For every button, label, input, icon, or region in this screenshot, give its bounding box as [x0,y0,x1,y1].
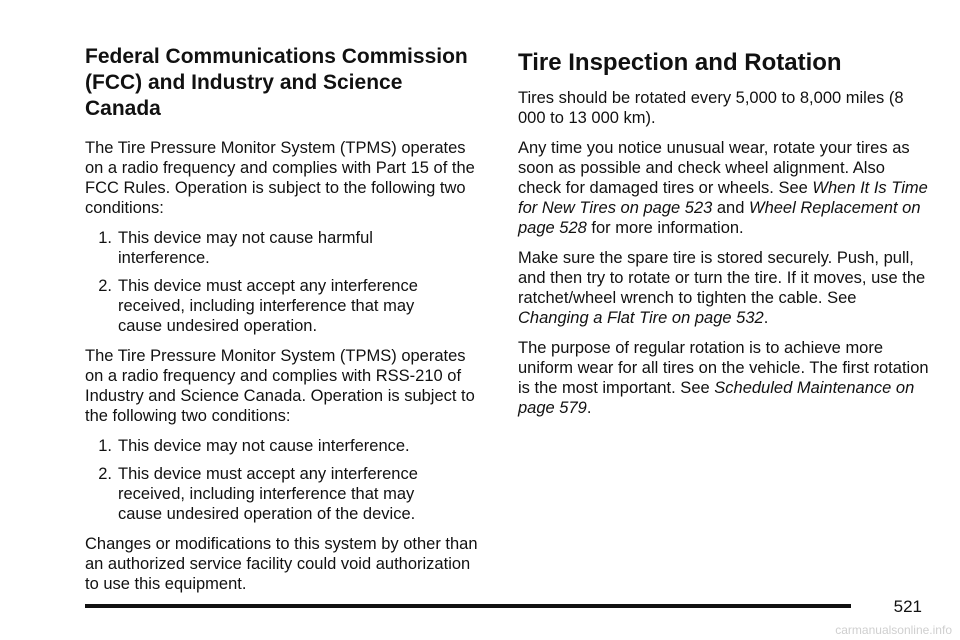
spare-tire-paragraph [518,248,930,328]
list-item-number: 1. [98,229,112,247]
paragraph-text: Make sure the spare tire is stored securely. Push, pull, and then try to rotate or turn the tire. If it moves, use the ratchet/wheel wrench to tighten the cable. See [518,249,926,307]
rotation-interval-paragraph: Tires should be rotated every 5,000 to 8,000 miles (8 000 to 13 000 km). [518,89,904,127]
list-item-number: 2. [98,465,112,483]
paragraph-text: . [586,399,592,417]
page-number: 521 [893,597,922,616]
cross-reference-link[interactable]: Changing a Flat Tire on page 532 [518,309,764,327]
tire-rotation-heading: Tire Inspection and Rotation [518,49,842,76]
list-item [85,436,480,456]
list-item-number: 2. [98,277,112,295]
fcc-paragraph-1: The Tire Pressure Monitor System (TPMS) operates on a radio frequency and complies with Part 15 of the FCC Rules. Operation is subject to the following two conditions: [85,139,475,217]
list-item-text: This device may not cause harmful interference. [118,229,373,267]
paragraph-text: and [712,199,749,217]
list-item [85,464,480,524]
list-item-text: This device must accept any interference received, including interference that may cause undesired operation of the device. [118,465,418,523]
right-column [518,44,930,428]
list-item [85,228,480,268]
list-item [85,276,480,336]
fcc-heading: Federal Communications Commission (FCC) and Industry and Science Canada [85,45,468,120]
list-item-number: 1. [98,437,112,455]
canada-paragraph: The Tire Pressure Monitor System (TPMS) operates on a radio frequency and complies with RSS-210 of Industry and Science Canada. Operation is subject to the following two conditions: [85,347,475,425]
list-item-text: This device may not cause interference. [118,437,410,455]
modifications-paragraph: Changes or modifications to this system by other than an authorized service facility could void authorization to use this equipment. [85,535,478,593]
paragraph-text: Any time you notice unusual wear, rotate your tires as soon as possible and check wheel alignment. Also check for damaged tires or wheels. See [518,139,910,197]
canada-conditions-list [85,436,480,524]
paragraph-text: The purpose of regular rotation is to achieve more uniform wear for all tires on the vehicle. The first rotation is the most important. See [518,339,929,397]
cross-reference-link[interactable]: Wheel Replacement on page 528 [518,199,921,237]
unusual-wear-paragraph [518,138,930,238]
watermark-text: carmanualsonline.info [835,623,952,637]
cross-reference-link[interactable]: When It Is Time for New Tires on page 523 [518,179,928,217]
paragraph-text: for more information. [586,219,744,237]
fcc-conditions-list [85,228,480,336]
footer-rule [85,604,851,608]
paragraph-text: . [763,309,769,327]
rotation-purpose-paragraph [518,338,930,418]
left-column [85,44,480,604]
cross-reference-link[interactable]: Scheduled Maintenance on page 579 [518,379,915,417]
list-item-text: This device must accept any interference received, including interference that may cause undesired operation. [118,277,418,335]
